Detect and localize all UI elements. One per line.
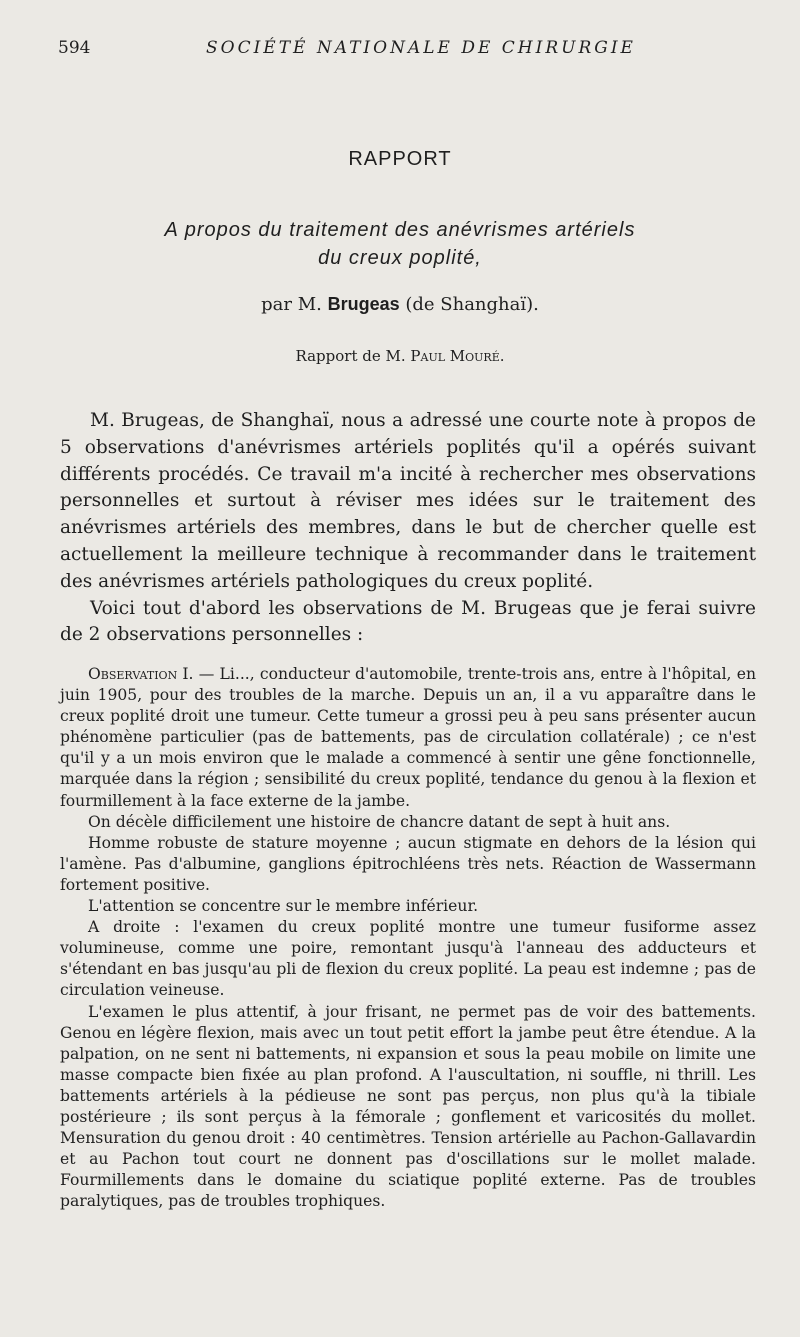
observation-paragraph: Homme robuste de stature moyenne ; aucun stigmate en dehors de la lésion qui l'amène. Pas d'albumine, ganglions épitrochléens très nets. Réaction de Wassermann fortement positive.	[60, 833, 756, 894]
rapporteur-line	[0, 347, 800, 365]
intro-paragraph: M. Brugeas, de Shanghaï, nous a adressé une courte note à propos de 5 observations d'anévrismes artériels poplités qu'il a opérés suivant différents procédés. Ce travail m'a incité à rechercher mes observations personnelles et surtout à réviser mes idées sur le traitement des anévrismes artériels des membres, dans le but de chercher quelle est actuellement la meilleure technique à recommander dans le traitement des anévrismes artériels pathologiques du creux poplité.	[60, 410, 756, 592]
author-byline	[0, 294, 800, 315]
observation-paragraph: L'examen le plus attentif, à jour frisant, ne permet pas de voir des battements. Genou en légère flexion, mais avec un tout petit effort la jambe peut être étendue. A la palpation, on ne sent ni battements, ni expansion et sous la peau mobile on limite une masse compacte bien fixée au plan profond. A l'auscultation, ni souffle, ni thrill. Les battements artériels à la pédieuse ne sont pas perçus, non plus qu'à la tibiale postérieure ; ils sont perçus à la fémorale ; gonflement et varicosités du mollet. Mensuration du genou droit : 40 centimètres. Tension artérielle au Pachon-Gallavardin et au Pachon tout court ne donnent pas d'oscillations sur le mollet malade. Fourmillements dans le domaine du sciatique poplité externe. Pas de troubles paralytiques, pas de troubles trophiques.	[60, 1002, 756, 1211]
author-name: Brugeas	[327, 294, 400, 314]
subtitle-line-2: du creux poplité,	[318, 247, 482, 269]
observation-label: Observation I.	[88, 665, 194, 683]
intro-paragraph: Voici tout d'abord les observations de M. Brugeas que je ferai suivre de 2 observations personnelles :	[60, 597, 756, 646]
report-title: RAPPORT	[348, 148, 452, 170]
report-subtitle	[100, 216, 700, 272]
observation-paragraph: L'attention se concentre sur le membre inférieur.	[88, 897, 479, 916]
running-title: SOCIÉTÉ NATIONALE DE CHIRURGIE	[206, 38, 636, 58]
page-number: 594	[58, 38, 91, 58]
byline-prefix: par M.	[261, 294, 328, 315]
observation-paragraph: A droite : l'examen du creux poplité montre une tumeur fusiforme assez volumineuse, comme une poire, remontant jusqu'à l'anneau des adducteurs et s'étendant en bas jusqu'au pli de flexion du creux poplité. La peau est indemne ; pas de circulation veineuse.	[60, 918, 756, 1000]
rapporteur-suffix: .	[499, 347, 505, 365]
observation-body	[60, 664, 756, 1212]
intro-body	[60, 408, 756, 649]
observation-paragraph: On décèle difficilement une histoire de chancre datant de sept à huit ans.	[88, 812, 671, 831]
subtitle-line-1: A propos du traitement des anévrismes artériels	[164, 219, 636, 241]
rapporteur-prefix: Rapport de M.	[295, 347, 411, 365]
rapporteur-name: Paul Mouré	[410, 347, 500, 365]
observation-first-text: — Li..., conducteur d'automobile, trente-trois ans, entre à l'hôpital, en juin 1905, pour des troubles de la marche. Depuis un an, il a vu apparaître dans le creux poplité droit une tumeur. Cette tumeur a grossi peu à peu sans présenter aucun phénomène particulier (pas de battements, pas de circulation collatérale) ; ce n'est qu'il y a un mois environ que le malade a commencé à sentir une gêne fonctionnelle, marquée dans la région ; sensibilité du creux poplité, tendance du genou à la flexion et fourmillement à la face externe de la jambe.	[60, 665, 756, 810]
page-header	[58, 38, 760, 64]
observation-paragraph	[60, 664, 756, 812]
byline-suffix: (de Shanghaï).	[399, 294, 539, 315]
